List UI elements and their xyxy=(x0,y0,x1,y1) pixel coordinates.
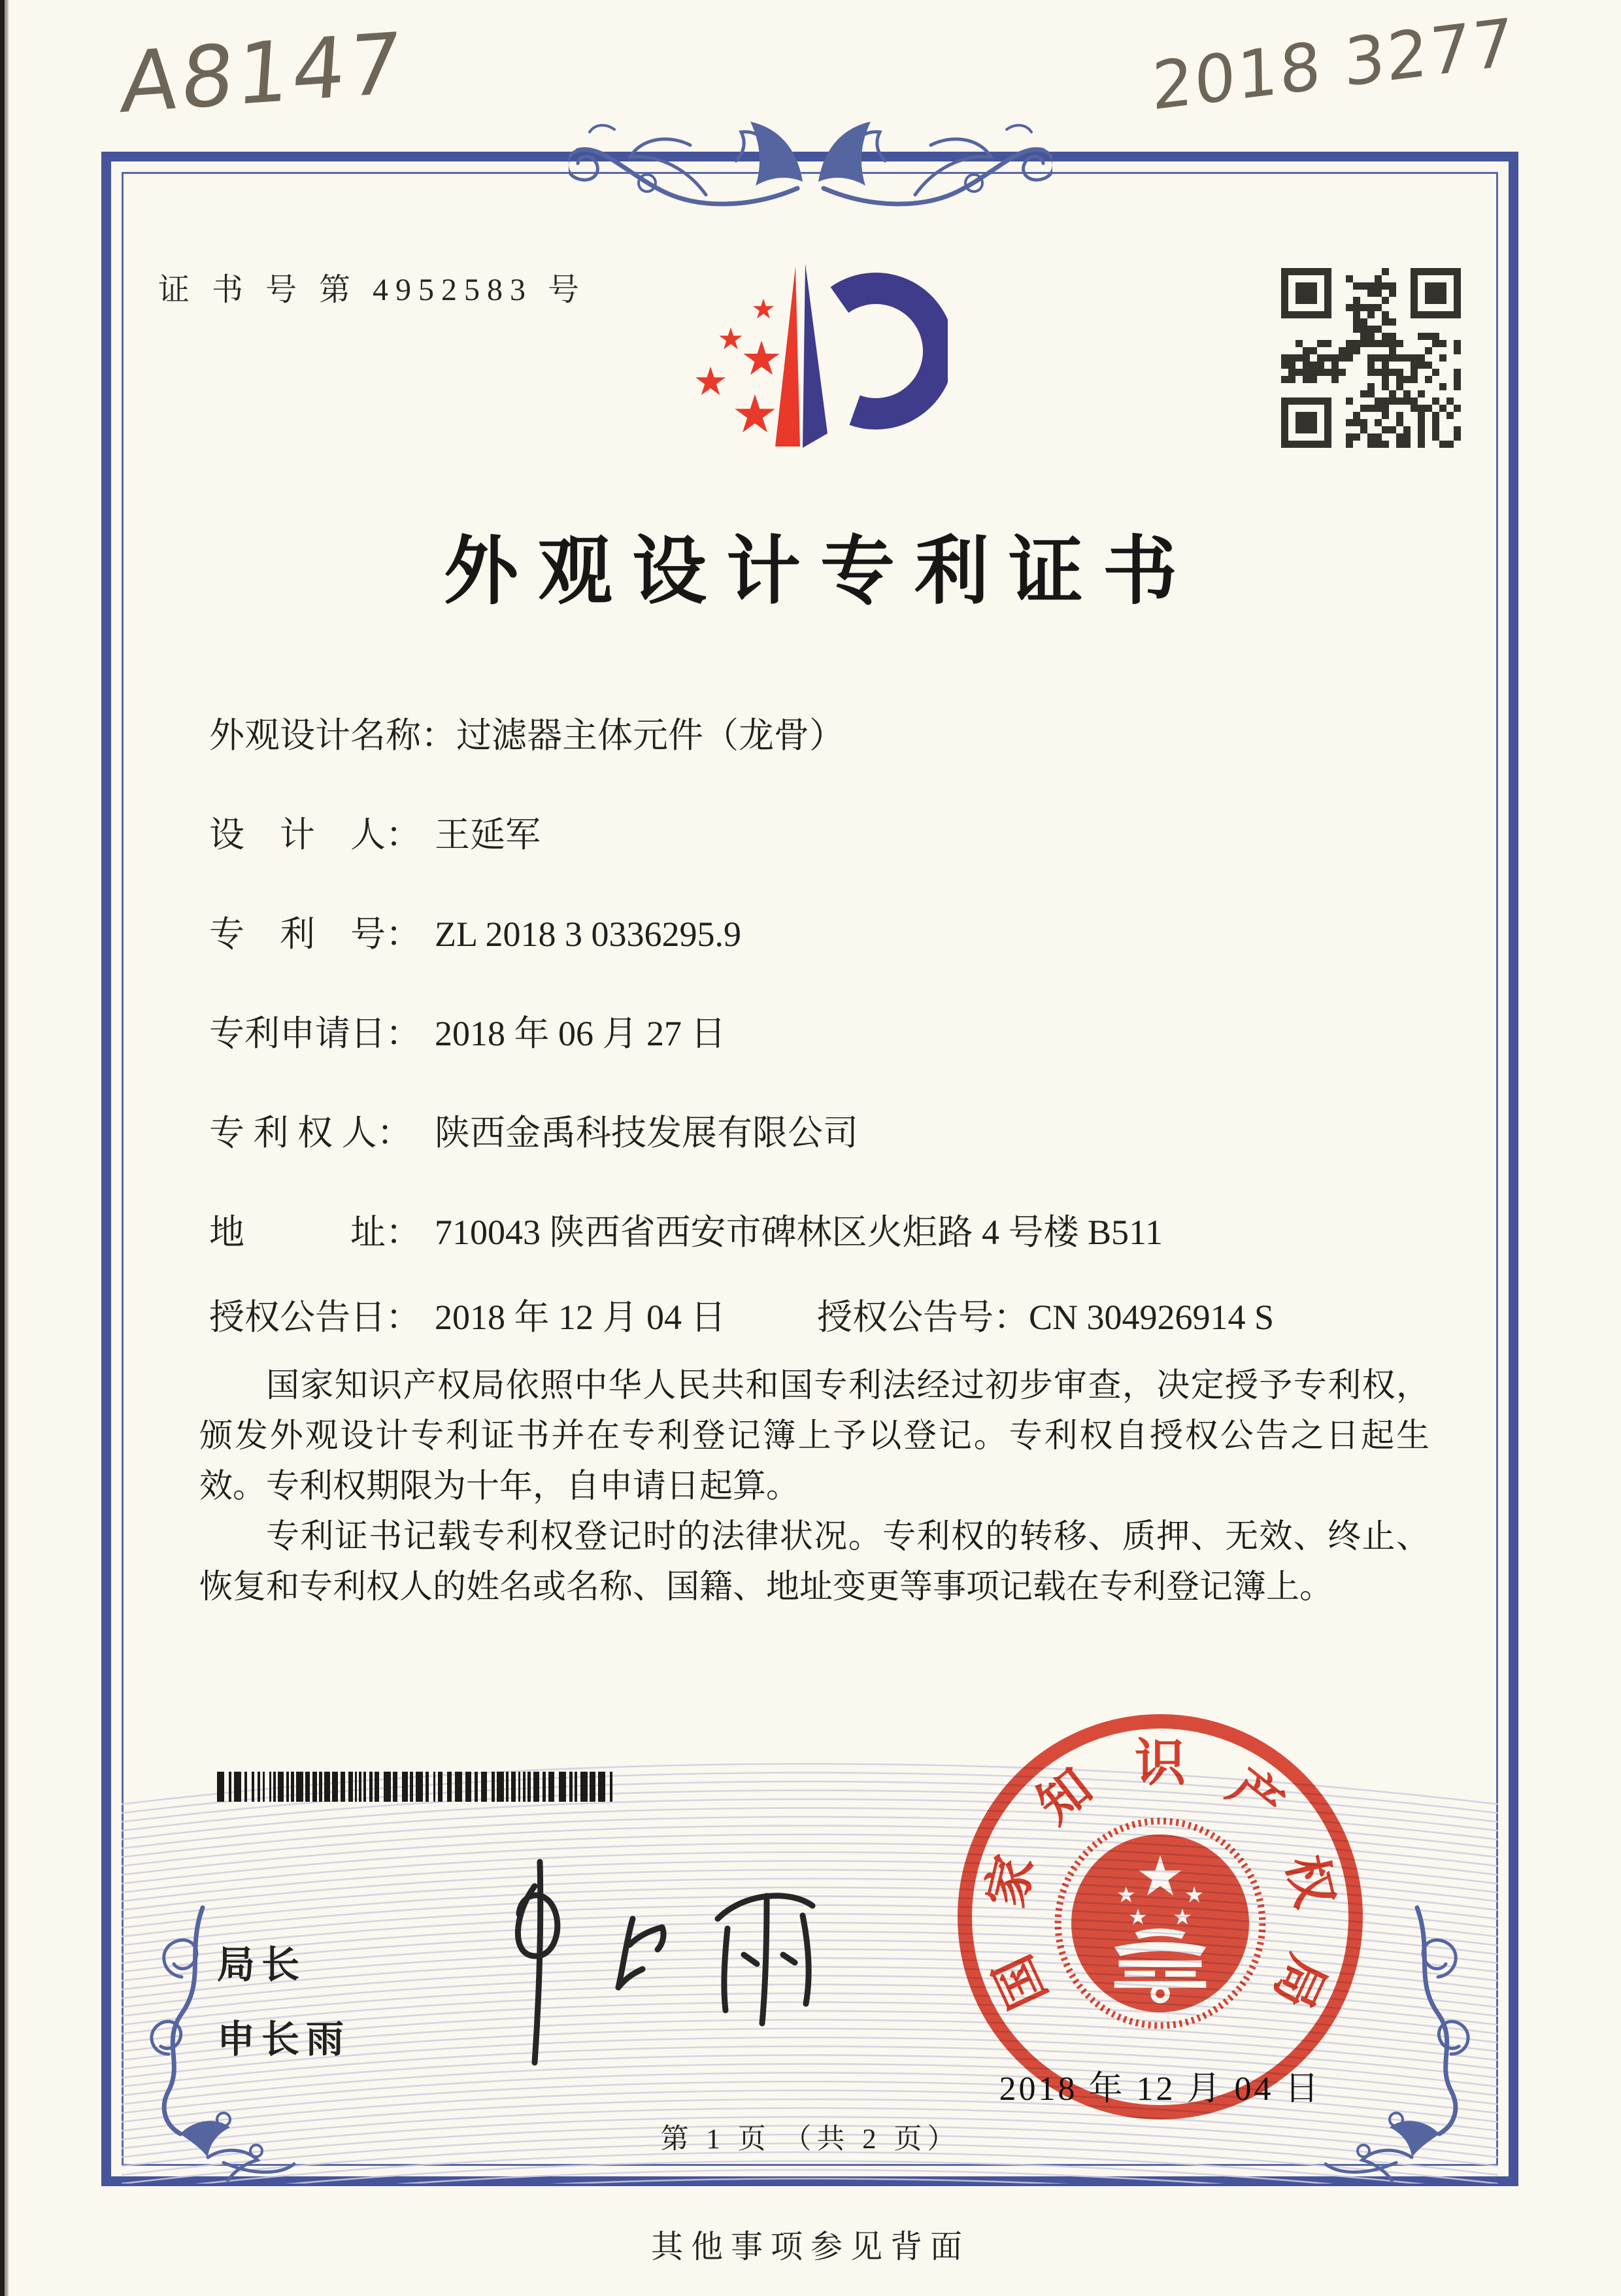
field-design-name xyxy=(209,707,1451,758)
seal-char: 局 xyxy=(1263,1946,1337,2017)
barcode-icon xyxy=(217,1772,617,1802)
scan-edge-shadow xyxy=(0,0,9,2296)
field-address xyxy=(209,1204,1451,1255)
commissioner-name: 申长雨 xyxy=(217,2018,351,2061)
qr-code-icon xyxy=(1281,268,1461,448)
field-value: 王延军 xyxy=(435,815,541,854)
field-filing-date xyxy=(209,1005,1451,1056)
field-label: 授权公告日： xyxy=(209,1298,421,1337)
field-patentee xyxy=(209,1105,1451,1155)
star-icon: ★ xyxy=(731,386,778,444)
seal-char: 家 xyxy=(977,1849,1044,1913)
field-value: CN 304926914 S xyxy=(1029,1298,1275,1337)
grant-date-stamp: 2018 年 12 月 04 日 xyxy=(999,2070,1322,2108)
commissioner-label: 局长 xyxy=(217,1944,307,1986)
field-label: 授权公告号： xyxy=(817,1298,1029,1337)
national-emblem-icon xyxy=(1049,1812,1271,2034)
cnipa-official-seal xyxy=(958,1714,1363,2119)
legal-paragraph: 专利证书记载专利权登记时的法律状况。专利权的转移、质押、无效、终止、恢复和专利权人的姓名或名称、国籍、地址变更等事项记载在专利登记簿上。 xyxy=(199,1519,1429,1606)
field-label: 设 计 人： xyxy=(209,815,421,854)
field-value: ZL 2018 3 0336295.9 xyxy=(435,915,741,954)
star-icon: ★ xyxy=(717,322,744,356)
seal-char: 产 xyxy=(1218,1757,1294,1834)
handwritten-code-right: 2018 3277 xyxy=(1151,3,1515,126)
legal-text xyxy=(199,1361,1429,1613)
seal-char: 识 xyxy=(1134,1734,1186,1791)
back-note: 其他事项参见背面 xyxy=(650,2229,970,2265)
field-label: 专 利 权 人： xyxy=(209,1113,412,1153)
page-number: 第 1 页 （共 2 页） xyxy=(660,2124,961,2155)
field-grant-number xyxy=(817,1289,1274,1340)
field-value: 710043 陕西省西安市碑林区火炬路 4 号楼 B511 xyxy=(435,1213,1163,1252)
handwritten-signature xyxy=(437,1857,842,2072)
star-icon: ★ xyxy=(740,333,783,385)
certificate-title: 外观设计专利证书 xyxy=(443,530,1197,613)
dragon-flourish-icon xyxy=(569,84,1052,224)
handwritten-code-left: A8147 xyxy=(118,14,408,133)
field-value: 2018 年 06 月 27 日 xyxy=(435,1014,726,1053)
field-value: 过滤器主体元件（龙骨） xyxy=(456,716,844,755)
star-icon: ★ xyxy=(751,295,776,325)
field-value: 陕西金禹科技发展有限公司 xyxy=(435,1113,858,1153)
field-grant-row xyxy=(209,1289,1451,1340)
field-value: 2018 年 12 月 04 日 xyxy=(435,1298,726,1337)
star-icon: ★ xyxy=(693,360,728,403)
field-label: 专利申请日： xyxy=(209,1014,421,1053)
seal-char: 权 xyxy=(1276,1849,1344,1913)
legal-paragraph: 国家知识产权局依照中华人民共和国专利法经过初步审查，决定授予专利权，颁发外观设计专利证书并在专利登记簿上予以登记。专利权自授权公告之日起生效。专利权期限为十年，自申请日起算。 xyxy=(199,1368,1429,1505)
field-label: 外观设计名称： xyxy=(209,716,456,755)
certificate-number: 证 书 号 第 4952583 号 xyxy=(158,273,587,307)
field-designer xyxy=(209,807,1451,857)
field-label: 地 址： xyxy=(209,1213,421,1252)
field-patent-number xyxy=(209,906,1451,956)
cnipa-patent-logo-icon xyxy=(654,245,948,464)
seal-char: 知 xyxy=(1027,1757,1103,1834)
seal-char: 国 xyxy=(984,1946,1058,2017)
field-label: 专 利 号： xyxy=(209,915,421,954)
